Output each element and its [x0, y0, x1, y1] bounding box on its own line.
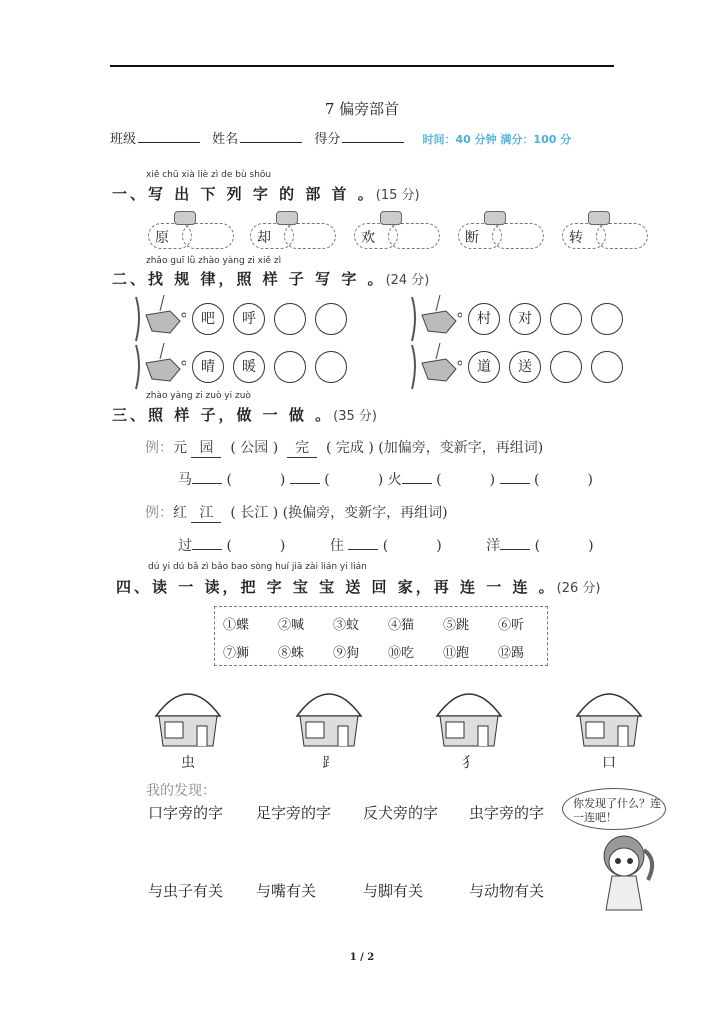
- radical-house: [434, 678, 504, 750]
- category-radical[interactable]: 虫字旁的字: [469, 804, 545, 822]
- s2-pinyin: zhǎo guī lǜ zhào yàng zi xiě zì: [146, 256, 282, 266]
- bubble-char: 呼: [233, 303, 265, 335]
- answer-oval[interactable]: [388, 223, 440, 249]
- info-row: [110, 128, 571, 147]
- answer-oval[interactable]: [182, 223, 234, 249]
- s4-heading-text: 四、读 一 读，把 字 宝 宝 送 回 家，再 连 一 连 。: [116, 578, 557, 596]
- s3-pinyin: zhào yàng zi zuò yi zuò: [146, 391, 251, 401]
- bubble-char: 晴: [192, 351, 224, 383]
- answer-blank[interactable]: [192, 483, 222, 484]
- class-label: 班级: [110, 132, 137, 147]
- exercise-char: 住: [329, 538, 344, 554]
- answer-oval[interactable]: [596, 223, 648, 249]
- exercise-line-1: 马 ( ) ( ) 火 ( ) ( ): [178, 472, 593, 488]
- bow-icon: [588, 211, 610, 225]
- s2-points: (24 分): [385, 273, 430, 288]
- word-item[interactable]: ③蚊: [333, 618, 360, 633]
- category-meaning[interactable]: 与嘴有关: [256, 882, 317, 900]
- bubble-blank[interactable]: [315, 303, 347, 335]
- example-note: (加偏旁，变新字，再组词): [378, 440, 544, 456]
- bow-icon: [174, 211, 196, 225]
- category-radical[interactable]: 反犬旁的字: [363, 804, 439, 822]
- radical-item: [250, 223, 336, 249]
- radical-item: [562, 223, 648, 249]
- house-label: ⻊: [322, 755, 336, 771]
- top-rule: [110, 65, 614, 67]
- s4-pinyin: dú yi dú bǎ zì bǎo bao sòng huí jiā zài lián yi lián: [148, 562, 367, 572]
- word-item[interactable]: ⑧蛛: [278, 646, 305, 661]
- name-field[interactable]: [240, 131, 302, 143]
- exercise-char: 马: [178, 472, 192, 488]
- s1-heading: [112, 183, 420, 204]
- s3-points: (35 分): [333, 409, 377, 424]
- word-item[interactable]: ⑫踢: [498, 646, 525, 661]
- discover-label: 我的发现：: [146, 783, 216, 799]
- bubble-char: 村: [468, 303, 500, 335]
- bow-icon: [380, 211, 402, 225]
- radical-house: [574, 678, 644, 750]
- radical-item: [354, 223, 440, 249]
- fish-icon: [130, 295, 186, 339]
- house-label: 虫: [181, 755, 195, 771]
- radical-char: 却: [257, 230, 271, 246]
- word-item[interactable]: ⑦狮: [223, 646, 250, 661]
- radical-house: [153, 678, 223, 750]
- exercise-char: 火: [387, 472, 402, 488]
- exercise-char: 洋: [486, 538, 501, 554]
- example-char: 元: [173, 440, 187, 456]
- bubble-char: 对: [509, 303, 541, 335]
- house-label: 口: [602, 755, 616, 771]
- example-char: 红: [173, 505, 187, 521]
- bubble-char: 吧: [192, 303, 224, 335]
- word-item[interactable]: ⑨狗: [333, 646, 360, 661]
- s1-pinyin: xiě chū xià liè zì de bù shǒu: [146, 170, 272, 180]
- s3-heading: [112, 404, 377, 425]
- bubble-blank[interactable]: [591, 303, 623, 335]
- bubble-blank[interactable]: [550, 351, 582, 383]
- example-answer: 园: [191, 437, 221, 458]
- score-label: 得分: [314, 132, 341, 147]
- radical-char: 欢: [361, 230, 375, 246]
- bubble-char: 暖: [233, 351, 265, 383]
- score-field[interactable]: [342, 131, 404, 143]
- page-title: 7 偏旁部首: [324, 100, 400, 118]
- answer-blank[interactable]: [290, 483, 320, 484]
- example-word: ( 长江 ): [230, 505, 279, 521]
- word-item[interactable]: ①蝶: [223, 618, 250, 633]
- word-item[interactable]: ④猫: [388, 618, 415, 633]
- name-label: 姓名: [212, 132, 239, 147]
- speech-bubble: 你发现了什么？连一连吧！: [562, 788, 666, 830]
- answer-blank[interactable]: [192, 549, 222, 550]
- s3-heading-text: 三、照 样 子，做 一 做 。: [112, 406, 334, 424]
- example-answer: 江: [191, 502, 221, 523]
- s2-heading-text: 二、找 规 律，照 样 子 写 字 。: [112, 270, 386, 288]
- word-item[interactable]: ②喊: [278, 618, 305, 633]
- bow-icon: [276, 211, 298, 225]
- radical-char: 原: [155, 230, 169, 246]
- radical-house: [294, 678, 364, 750]
- house-label: 犭: [462, 755, 476, 771]
- girl-illustration: [590, 832, 662, 912]
- word-box: [214, 606, 548, 666]
- bubble-blank[interactable]: [550, 303, 582, 335]
- bubble-blank[interactable]: [274, 351, 306, 383]
- answer-oval[interactable]: [492, 223, 544, 249]
- radical-item: [458, 223, 544, 249]
- example-answer: 完: [287, 437, 317, 458]
- example-label: 例：: [145, 440, 173, 456]
- s1-heading-text: 一、写 出 下 列 字 的 部 首 。: [112, 185, 376, 203]
- example-word: ( 公园 ): [230, 440, 279, 456]
- fish-icon: [406, 343, 462, 387]
- category-meaning[interactable]: 与脚有关: [363, 882, 424, 900]
- word-item[interactable]: ⑤跳: [443, 618, 470, 633]
- time-note: 时间：40 分钟 满分：100 分: [422, 133, 572, 146]
- word-item[interactable]: ⑩吃: [388, 646, 415, 661]
- category-meaning[interactable]: 与动物有关: [469, 882, 545, 900]
- bubble-blank[interactable]: [274, 303, 306, 335]
- answer-blank[interactable]: [500, 483, 530, 484]
- s1-points: (15 分): [375, 188, 420, 203]
- bubble-char: 道: [468, 351, 500, 383]
- answer-blank[interactable]: [500, 549, 530, 550]
- radical-char: 断: [465, 230, 479, 246]
- example-word: ( 完成 ): [326, 440, 374, 456]
- s2-heading: [112, 268, 429, 289]
- class-field[interactable]: [138, 131, 200, 143]
- category-radical[interactable]: 口字旁的字: [148, 804, 224, 822]
- fish-icon: [406, 295, 462, 339]
- example-2: [145, 502, 448, 523]
- s4-points: (26 分): [556, 581, 601, 596]
- example-label: 例：: [145, 505, 173, 521]
- word-item[interactable]: ⑥听: [498, 618, 525, 633]
- bubble-blank[interactable]: [591, 351, 623, 383]
- answer-oval[interactable]: [284, 223, 336, 249]
- fish-icon: [130, 343, 186, 387]
- bubble-char: 送: [509, 351, 541, 383]
- word-item[interactable]: ⑪跑: [443, 646, 470, 661]
- radical-item: [148, 223, 234, 249]
- answer-blank[interactable]: [348, 549, 378, 550]
- bubble-blank[interactable]: [315, 351, 347, 383]
- category-radical[interactable]: 足字旁的字: [256, 804, 332, 822]
- page-number: 1 / 2: [349, 952, 375, 963]
- example-note: (换偏旁，变新字，再组词): [282, 505, 448, 521]
- exercise-line-2: 过 ( ) 住 ( ) 洋 ( ): [178, 538, 594, 554]
- exercise-char: 过: [178, 538, 192, 554]
- s4-heading: [116, 576, 601, 597]
- radical-char: 转: [569, 230, 583, 246]
- answer-blank[interactable]: [402, 483, 432, 484]
- category-meaning[interactable]: 与虫子有关: [148, 882, 224, 900]
- bow-icon: [484, 211, 506, 225]
- example-1: [145, 437, 543, 458]
